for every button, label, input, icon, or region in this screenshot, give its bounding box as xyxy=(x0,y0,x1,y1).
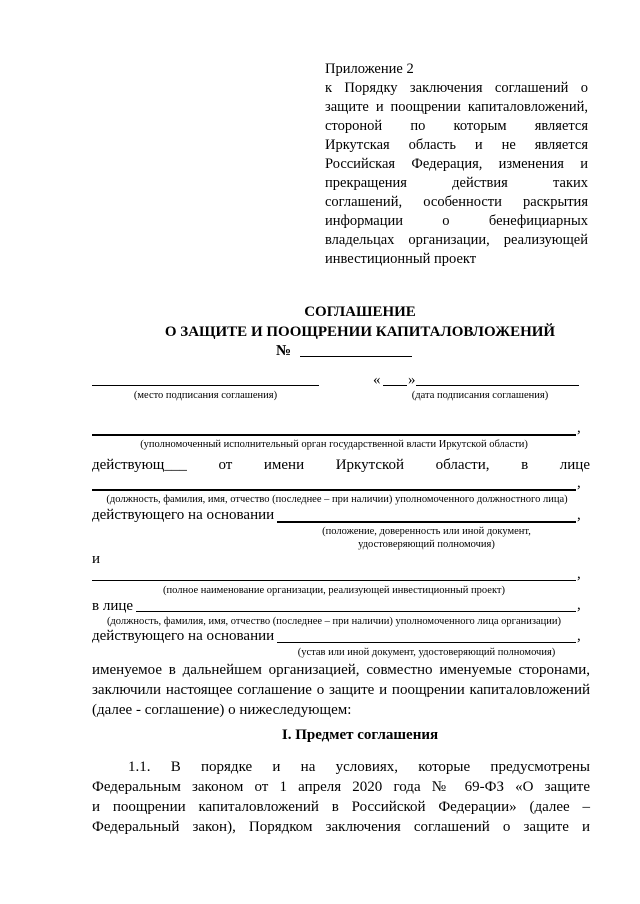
clause-line: Федеральным законом от 1 апреля 2020 года № 69-ФЗ «О защите xyxy=(92,779,590,795)
annex-line: владельцах организации, реализующей xyxy=(325,232,588,248)
org-caption: (полное наименование организации, реализующей инвестиционный проект) xyxy=(162,585,505,596)
date-caption: (дата подписания соглашения) xyxy=(411,390,549,401)
acting-word: Иркутской xyxy=(335,457,405,473)
acting-word: от xyxy=(218,457,233,473)
annex-line: инвестиционный проект xyxy=(325,251,477,267)
annex-line: прекращения действия таких xyxy=(325,175,588,191)
comma: , xyxy=(577,628,581,644)
comma: , xyxy=(577,475,581,491)
org-basis-line xyxy=(277,642,576,643)
date-day-line xyxy=(383,385,407,386)
preamble-line: (далее - соглашение) о нижеследующем: xyxy=(92,702,352,718)
annex-text xyxy=(325,79,588,269)
preamble-line: заключили настоящее соглашение о защите и поощрении капиталовложений xyxy=(92,682,590,698)
number-line xyxy=(300,356,412,357)
and-word: и xyxy=(92,551,101,567)
org-basis-label: действующего на основании xyxy=(92,628,275,644)
comma: , xyxy=(577,597,581,613)
comma: , xyxy=(577,420,581,436)
comma: , xyxy=(577,566,581,582)
date-line xyxy=(416,385,579,386)
annex-line: Иркутская область и не является xyxy=(325,137,588,153)
org-basis-caption: (устав или иной документ, удостоверяющий полномочия) xyxy=(297,647,556,658)
acting-word: действующ___ xyxy=(92,457,187,473)
place-line xyxy=(92,385,319,386)
document-title: СОГЛАШЕНИЕ xyxy=(304,304,416,320)
authority-caption: (уполномоченный исполнительный орган государственной власти Иркутской области) xyxy=(140,439,528,450)
preamble-line: именуемое в дальнейшем организацией, совместно именуемые сторонами, xyxy=(92,662,590,678)
clause-line: Федеральный закон), Порядком заключения соглашений о защите и xyxy=(92,819,590,835)
comma: , xyxy=(577,507,581,523)
acting-on-behalf-line xyxy=(92,455,590,475)
number-label: № xyxy=(276,343,292,359)
acting-word: имени xyxy=(263,457,305,473)
acting-word: области, xyxy=(435,457,490,473)
clause-line: и поощрении капиталовложений в Российской Федерации» (далее – xyxy=(92,799,590,815)
in-person-label: в лице xyxy=(92,598,134,614)
authority-basis-caption: удостоверяющий полномочия) xyxy=(358,539,495,550)
document-subtitle: О ЗАЩИТЕ И ПООЩРЕНИИ КАПИТАЛОВЛОЖЕНИЙ xyxy=(164,324,556,340)
authority-line xyxy=(92,434,576,436)
annex-line: соглашений, особенности раскрытия xyxy=(325,194,588,210)
authority-basis-line xyxy=(277,521,576,523)
date-quote-open: « xyxy=(373,372,381,388)
annex-line: к Порядку заключения соглашений о xyxy=(325,80,588,96)
annex-line: защите и поощрении капиталовложений, xyxy=(325,99,588,115)
place-caption: (место подписания соглашения) xyxy=(133,390,278,401)
annex-block xyxy=(325,60,588,269)
official-caption: (должность, фамилия, имя, отчество (последнее – при наличии) уполномоченного должностного лица) xyxy=(106,494,568,505)
clause-line: 1.1. В порядке и на условиях, которые предусмотрены xyxy=(128,759,590,775)
official-line xyxy=(92,489,576,491)
org-line xyxy=(92,580,576,581)
annex-line: стороной по которым является xyxy=(325,118,588,134)
acting-word: лице xyxy=(559,457,590,473)
acting-basis-label: действующего на основании xyxy=(92,507,275,523)
annex-line: информации о бенефициарных xyxy=(325,213,588,229)
acting-word: в xyxy=(521,457,529,473)
org-official-line xyxy=(136,611,576,612)
annex-title: Приложение 2 xyxy=(325,61,414,77)
date-quote-close: » xyxy=(408,372,416,388)
org-official-caption: (должность, фамилия, имя, отчество (последнее – при наличии) уполномоченного лица организации) xyxy=(106,616,562,627)
authority-basis-caption: (положение, доверенность или иной документ, xyxy=(322,526,531,537)
section-title: I. Предмет соглашения xyxy=(281,727,439,743)
annex-line: Российская Федерация, изменения и xyxy=(325,156,588,172)
